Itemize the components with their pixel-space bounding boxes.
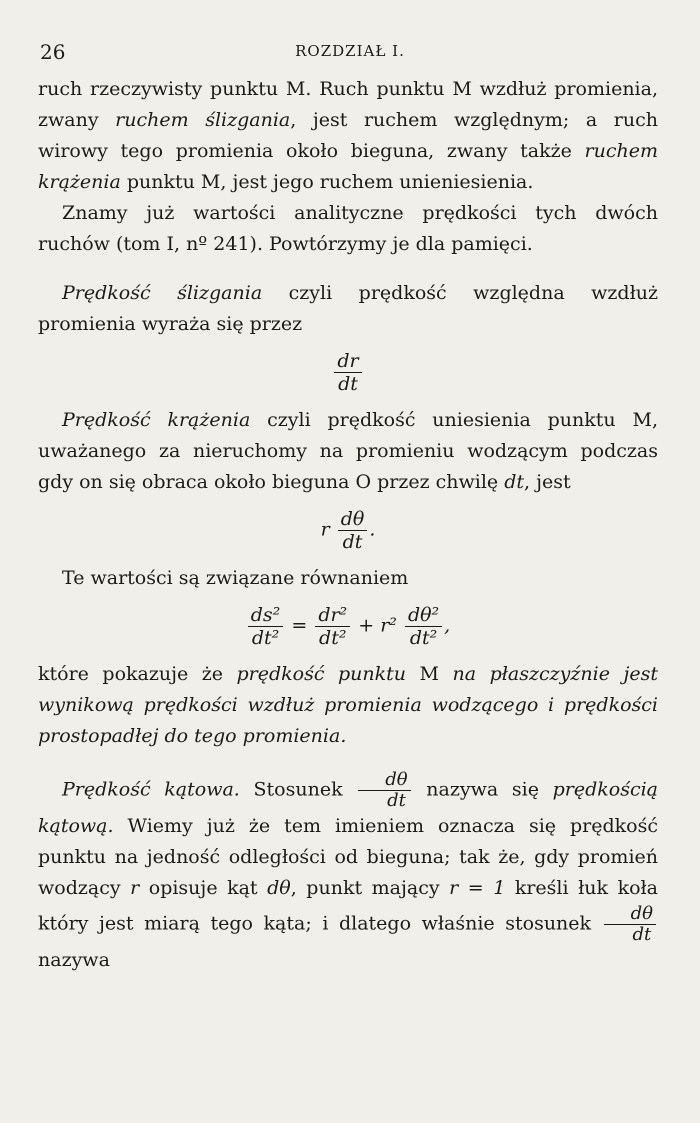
equation-3 <box>38 604 658 649</box>
paragraph-4 <box>38 405 658 498</box>
numerator: dθ² <box>405 604 442 627</box>
emphasis: Prędkość kątowa. <box>62 778 240 801</box>
denominator: dt <box>338 373 358 395</box>
text-span: , punkt mający <box>290 877 450 899</box>
paragraph-2: Znamy już wartości analityczne prędkości tych dwóch ruchów (tom I, nº 241). Powtórzymy je dla pamięci. <box>38 202 658 255</box>
fraction <box>358 770 410 811</box>
denominator: dt² <box>251 627 280 649</box>
paragraph-1 <box>38 74 658 198</box>
numerator: dθ <box>338 508 368 531</box>
body-text <box>38 74 658 976</box>
fraction <box>315 604 350 649</box>
equals-sign: = <box>291 614 308 637</box>
emphasis: na płaszczyźnie jest wynikową prędkości wzdłuż promienia wodzącego i prędkości prostopadłej do tego promienia. <box>38 663 658 747</box>
numerator: dr <box>334 350 361 373</box>
emphasis: Prędkość krążenia <box>62 409 251 431</box>
paragraph-3 <box>38 278 658 340</box>
variable: dt <box>504 471 525 493</box>
text-span: , jest ruchem względnym; a ruch wirowy tego promienia około bieguna, zwany także <box>38 109 658 162</box>
denominator: dt <box>387 790 406 811</box>
paragraph-5: Te wartości są związane równaniem <box>62 567 409 589</box>
emphasis: ruchem krążenia <box>38 140 658 193</box>
text-span: nazywa <box>38 949 110 971</box>
numerator: dθ <box>358 770 410 791</box>
emphasis: ruchem ślizgania <box>115 109 291 131</box>
text-span: kreśli łuk koła który jest miarą tego kąta; i dlatego właśnie stosunek <box>38 877 659 935</box>
text-span: nazywa się <box>412 778 553 801</box>
text-span: Stosunek <box>239 778 357 801</box>
equation-1 <box>38 350 658 395</box>
plus-sign: + <box>358 614 375 637</box>
text-span: opisuje kąt <box>139 877 268 899</box>
fraction <box>604 904 656 945</box>
period: . <box>369 518 376 541</box>
text-span: M <box>406 663 453 685</box>
denominator: dt² <box>409 627 438 649</box>
variable: r <box>320 518 330 541</box>
fraction <box>338 508 368 553</box>
running-head: ROZDZIAŁ I. <box>295 42 405 60</box>
equation-2 <box>38 508 658 553</box>
paragraph-7 <box>38 770 658 976</box>
text-span: Wiemy już że tem imieniem oznacza się prędkość punktu na jedność odległości od bieguna; tak że, gdy promień wodzący <box>38 815 658 899</box>
fraction <box>405 604 442 649</box>
numerator: ds² <box>248 604 284 627</box>
emphasis: prędkość punktu <box>236 663 407 685</box>
text-span: czyli prędkość względna wzdłuż promienia wyraża się przez <box>38 282 658 335</box>
emphasis: Prędkość ślizgania <box>62 282 263 304</box>
text-span: punktu M, jest jego ruchem unieniesienia. <box>120 171 534 193</box>
spacer <box>38 260 658 278</box>
fraction <box>334 350 361 395</box>
denominator: dt <box>632 924 652 945</box>
numerator: dθ <box>604 904 656 925</box>
variable: r <box>130 877 140 899</box>
text-span: czyli prędkość uniesienia punktu M, uważanego za nieruchomy na promieniu wodzącym podczas gdy on się obraca około bieguna O przez chwilę <box>38 409 658 493</box>
numerator: dr² <box>315 604 350 627</box>
text-span: , jest <box>524 471 571 493</box>
emphasis: prędkością kątową. <box>38 778 659 837</box>
denominator: dt² <box>319 627 347 649</box>
comma: , <box>444 614 451 637</box>
fraction <box>248 604 284 649</box>
variable: dθ <box>267 877 291 899</box>
paragraph-6 <box>38 659 658 752</box>
spacer <box>38 752 658 770</box>
denominator: dt <box>342 531 363 553</box>
page-number: 26 <box>40 40 66 64</box>
text-span: ruch rzeczywisty punktu M. Ruch punktu M wzdłuż promienia, zwany <box>38 78 658 131</box>
variable: r² <box>380 614 397 637</box>
page-header <box>40 40 660 66</box>
variable: r = 1 <box>449 877 506 899</box>
text-span: które pokazuje że <box>38 663 237 685</box>
